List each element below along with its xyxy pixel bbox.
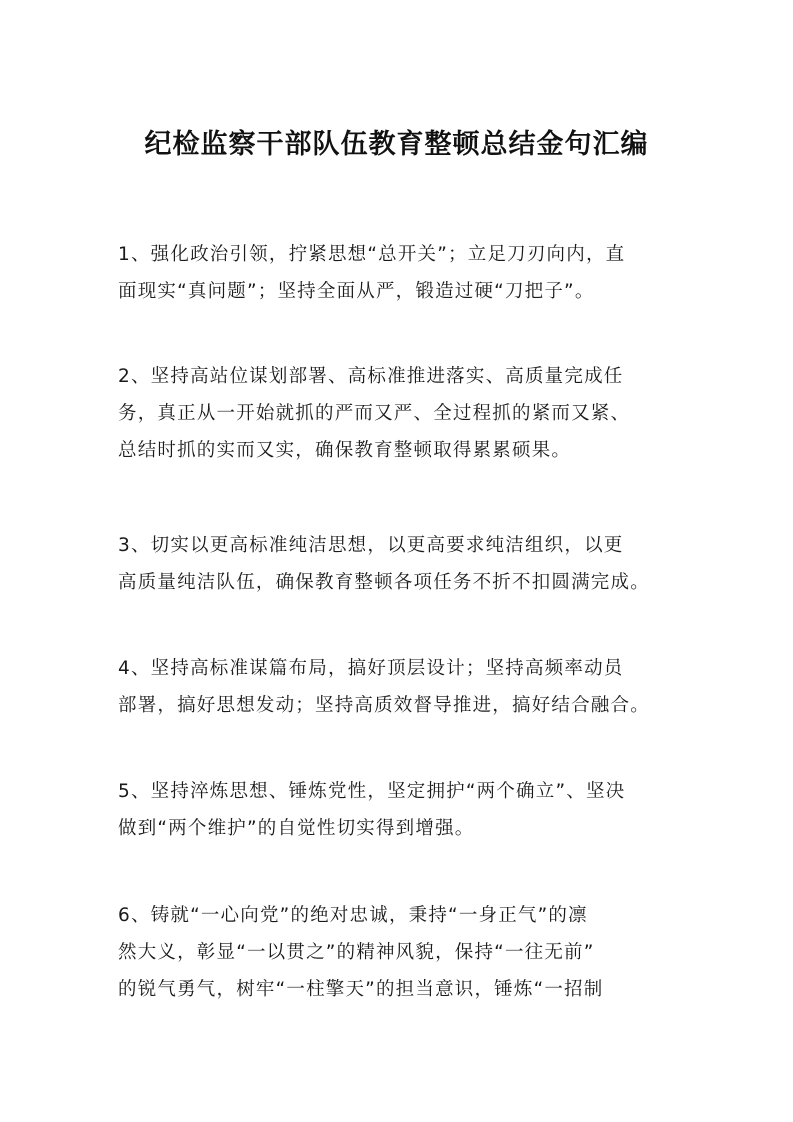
paragraph-2	[118, 358, 698, 469]
paragraph-5	[118, 773, 698, 847]
paragraph-1	[118, 236, 698, 310]
paragraph-3	[118, 527, 698, 601]
paragraph-line: 2、坚持高站位谋划部署、高标准推进落实、高质量完成任	[118, 366, 624, 387]
paragraph-line: 然大义，彰显“一以贯之”的精神风貌，保持“一往无前”	[118, 942, 595, 963]
paragraph-line: 总结时抓的实而又实，确保教育整顿取得累累硕果。	[118, 440, 572, 461]
paragraph-line: 3、切实以更高标准纯洁思想，以更高要求纯洁组织，以更	[118, 535, 624, 556]
paragraph-line: 1、强化政治引领，拧紧思想“总开关”；立足刀刃向内，直	[118, 244, 626, 265]
paragraph-line: 6、铸就“一心向党”的绝对忠诚，秉持“一身正气”的凛	[118, 905, 588, 926]
paragraph-line: 的锐气勇气，树牢“一柱擎天”的担当意识，锤炼“一招制	[118, 979, 604, 1000]
paragraph-4	[118, 650, 698, 724]
paragraph-line: 5、坚持淬炼思想、锤炼党性，坚定拥护“两个确立”、坚决	[118, 781, 626, 802]
paragraph-line: 高质量纯洁队伍，确保教育整顿各项任务不折不扣圆满完成。	[118, 572, 650, 593]
paragraph-line: 面现实“真问题”；坚持全面从严，锻造过硬“刀把子”。	[118, 281, 595, 302]
paragraph-line: 部署，搞好思想发动；坚持高质效督导推进，搞好结合融合。	[118, 695, 650, 716]
paragraph-6	[118, 897, 698, 1008]
paragraph-line: 4、坚持高标准谋篇布局，搞好顶层设计；坚持高频率动员	[118, 658, 624, 679]
document-title: 纪检监察干部队伍教育整顿总结金句汇编	[144, 129, 649, 160]
paragraph-line: 务，真正从一开始就抓的严而又严、全过程抓的紧而又紧、	[118, 403, 631, 424]
paragraph-line: 做到“两个维护”的自觉性切实得到增强。	[118, 818, 475, 839]
